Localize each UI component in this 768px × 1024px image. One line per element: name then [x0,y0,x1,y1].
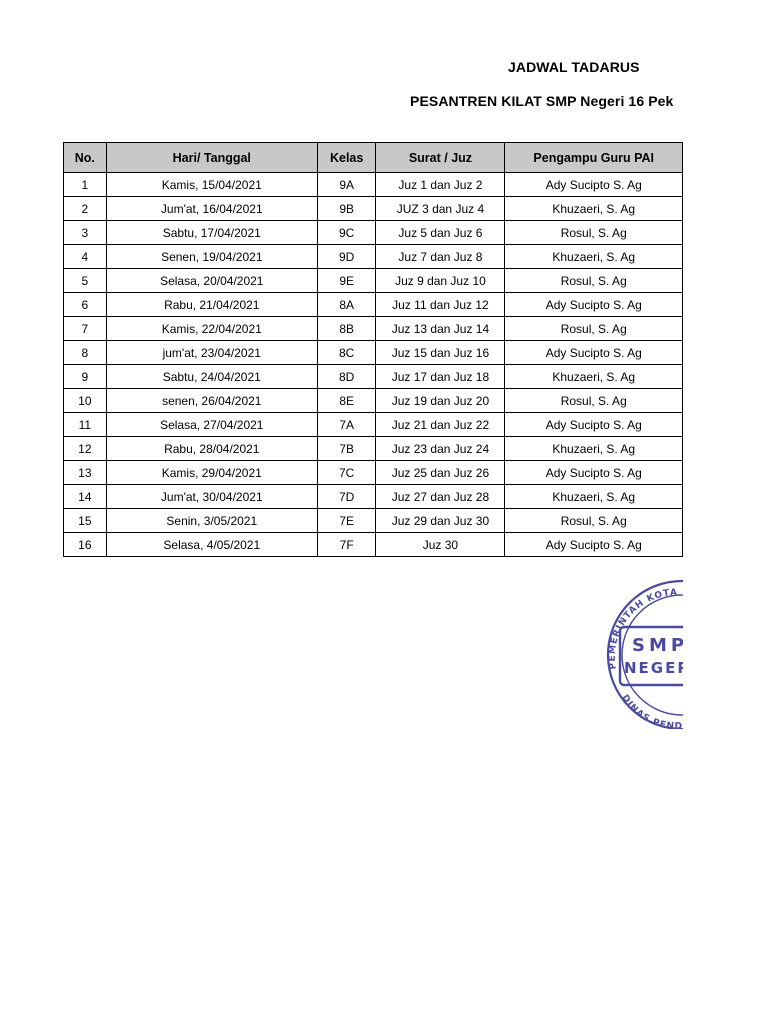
cell-guru: Ady Sucipto S. Ag [505,341,683,365]
cell-date: Kamis, 29/04/2021 [106,461,317,485]
cell-no: 13 [64,461,107,485]
cell-no: 9 [64,365,107,389]
cell-date: Sabtu, 24/04/2021 [106,365,317,389]
cell-kelas: 8E [317,389,375,413]
cell-kelas: 9C [317,221,375,245]
cell-juz: Juz 15 dan Juz 16 [376,341,505,365]
cell-no: 4 [64,245,107,269]
header-kelas: Kelas [317,143,375,173]
cell-guru: Rosul, S. Ag [505,509,683,533]
cell-guru: Khuzaeri, S. Ag [505,245,683,269]
cell-guru: Khuzaeri, S. Ag [505,365,683,389]
cell-no: 6 [64,293,107,317]
cell-kelas: 8B [317,317,375,341]
cell-juz: Juz 23 dan Juz 24 [376,437,505,461]
table-row [64,221,683,245]
schedule-table [63,142,683,557]
cell-juz: Juz 17 dan Juz 18 [376,365,505,389]
table-row [64,317,683,341]
cell-no: 3 [64,221,107,245]
cell-guru: Rosul, S. Ag [505,269,683,293]
table-row [64,269,683,293]
cell-kelas: 7F [317,533,375,557]
cell-kelas: 9D [317,245,375,269]
table-row [64,533,683,557]
table-header-row [64,143,683,173]
cell-date: Jum'at, 30/04/2021 [106,485,317,509]
table-row [64,173,683,197]
cell-no: 10 [64,389,107,413]
cell-juz: Juz 19 dan Juz 20 [376,389,505,413]
cell-guru: Rosul, S. Ag [505,389,683,413]
cell-no: 2 [64,197,107,221]
cell-kelas: 8D [317,365,375,389]
cell-juz: Juz 27 dan Juz 28 [376,485,505,509]
cell-date: Rabu, 28/04/2021 [106,437,317,461]
school-seal-stamp [586,579,699,729]
table-row [64,437,683,461]
cell-date: Kamis, 15/04/2021 [106,173,317,197]
cell-kelas: 9A [317,173,375,197]
table-row [64,389,683,413]
cell-date: Senen, 19/04/2021 [106,245,317,269]
document-title: JADWAL TADARUS [508,59,640,75]
cell-no: 7 [64,317,107,341]
cell-juz: Juz 21 dan Juz 22 [376,413,505,437]
cell-juz: Juz 9 dan Juz 10 [376,269,505,293]
cell-kelas: 8C [317,341,375,365]
document-subtitle: PESANTREN KILAT SMP Negeri 16 Pek [410,93,674,109]
cell-juz: Juz 25 dan Juz 26 [376,461,505,485]
cell-date: Jum'at, 16/04/2021 [106,197,317,221]
stamp-line-2: NEGERI [624,659,699,677]
cell-no: 5 [64,269,107,293]
cell-juz: Juz 1 dan Juz 2 [376,173,505,197]
cell-kelas: 7A [317,413,375,437]
cell-guru: Rosul, S. Ag [505,221,683,245]
cell-date: Selasa, 20/04/2021 [106,269,317,293]
cell-guru: Ady Sucipto S. Ag [505,293,683,317]
cell-juz: Juz 7 dan Juz 8 [376,245,505,269]
cell-no: 11 [64,413,107,437]
cell-no: 12 [64,437,107,461]
header-no: No. [64,143,107,173]
cell-guru: Ady Sucipto S. Ag [505,461,683,485]
cell-juz: Juz 30 [376,533,505,557]
header-pengampu: Pengampu Guru PAI [505,143,683,173]
stamp-top-text: PEMERINTAH KOTA P [607,587,691,670]
cell-juz: JUZ 3 dan Juz 4 [376,197,505,221]
stamp-bottom-text: DINAS PENDI [619,693,689,729]
cell-juz: Juz 29 dan Juz 30 [376,509,505,533]
cell-no: 15 [64,509,107,533]
cell-no: 1 [64,173,107,197]
cell-kelas: 8A [317,293,375,317]
table-row [64,485,683,509]
stamp-line-1: SMP [632,635,689,656]
table-row [64,365,683,389]
cell-kelas: 7C [317,461,375,485]
cell-guru: Ady Sucipto S. Ag [505,533,683,557]
table-row [64,245,683,269]
cell-no: 16 [64,533,107,557]
cell-no: 8 [64,341,107,365]
header-hari-tanggal: Hari/ Tanggal [106,143,317,173]
cell-guru: Rosul, S. Ag [505,317,683,341]
table-row [64,509,683,533]
cell-no: 14 [64,485,107,509]
cell-date: Kamis, 22/04/2021 [106,317,317,341]
table-row [64,461,683,485]
table-row [64,197,683,221]
cell-juz: Juz 5 dan Juz 6 [376,221,505,245]
cell-date: senen, 26/04/2021 [106,389,317,413]
cell-guru: Khuzaeri, S. Ag [505,197,683,221]
cell-guru: Ady Sucipto S. Ag [505,413,683,437]
cell-kelas: 7B [317,437,375,461]
cell-date: Rabu, 21/04/2021 [106,293,317,317]
cell-juz: Juz 11 dan Juz 12 [376,293,505,317]
cell-kelas: 9B [317,197,375,221]
header-surat-juz: Surat / Juz [376,143,505,173]
cell-date: Selasa, 4/05/2021 [106,533,317,557]
table-row [64,341,683,365]
cell-kelas: 7E [317,509,375,533]
cell-guru: Ady Sucipto S. Ag [505,173,683,197]
cell-juz: Juz 13 dan Juz 14 [376,317,505,341]
cell-kelas: 7D [317,485,375,509]
table-row [64,293,683,317]
cell-guru: Khuzaeri, S. Ag [505,485,683,509]
cell-kelas: 9E [317,269,375,293]
cell-guru: Khuzaeri, S. Ag [505,437,683,461]
cell-date: Sabtu, 17/04/2021 [106,221,317,245]
table-row [64,413,683,437]
cell-date: Senin, 3/05/2021 [106,509,317,533]
cell-date: jum'at, 23/04/2021 [106,341,317,365]
cell-date: Selasa, 27/04/2021 [106,413,317,437]
